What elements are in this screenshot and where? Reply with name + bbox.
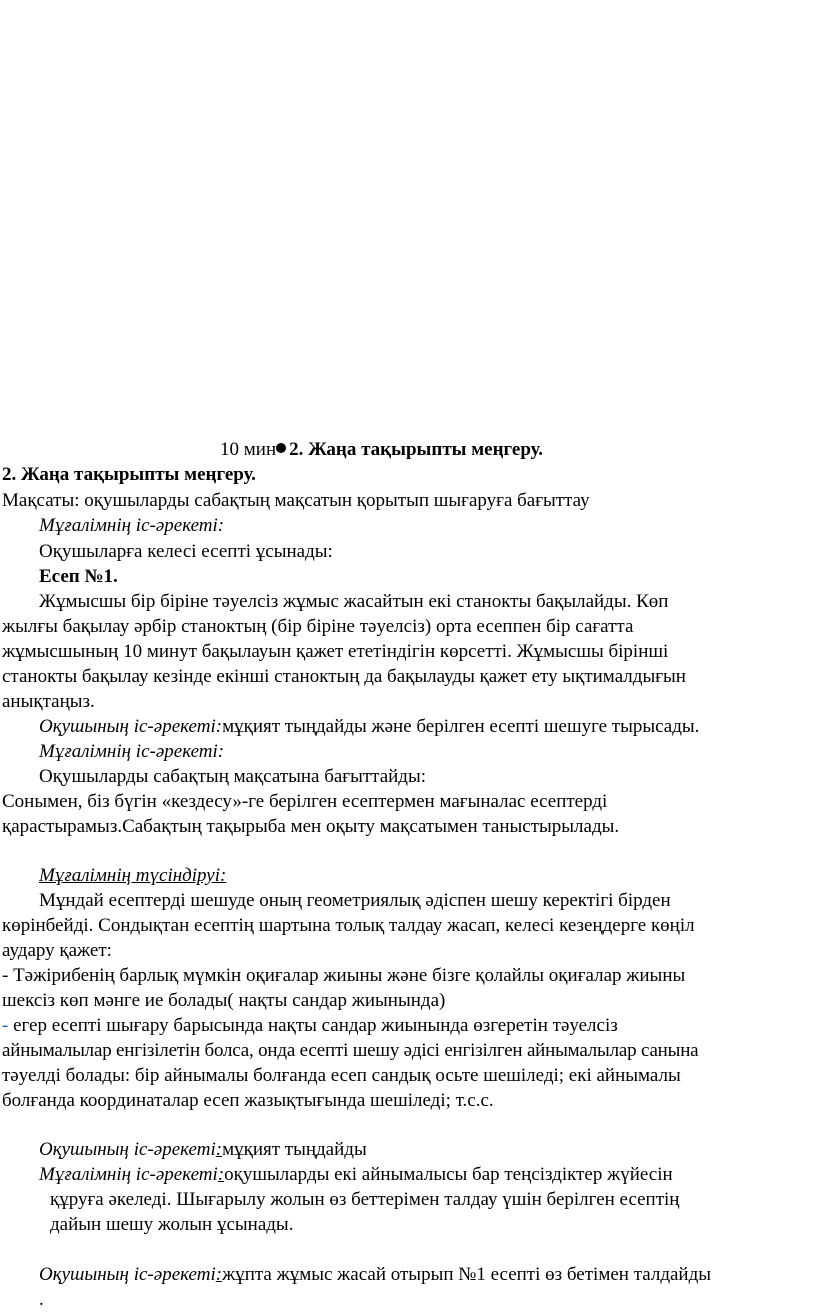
dash-item-text: егер есепті шығару барысында нақты сандар жиынында өзгеретін тәуелсіз <box>8 1015 618 1036</box>
label-colon: : <box>215 1264 223 1285</box>
explanation-line: көрінбейді. Сондықтан есептің шартына толық талдау жасап, келесі кезеңдерге көңіл <box>2 915 695 936</box>
problem-title: Есеп №1. <box>39 566 118 587</box>
teacher-action-line <box>39 1162 673 1187</box>
offer-text: Оқушыларға келесі есепті ұсынады: <box>39 541 333 562</box>
direct-text: Оқушыларды сабақтың мақсатына бағыттайды: <box>39 766 427 787</box>
problem-line: станокты бақылау кезінде екінші станоктың да бақылауды қажет ету ықтималдығын <box>2 666 686 687</box>
dash-item-line: айнымалылар енгізілетін болса, онда есепті шешу әдісі енгізілген айнымалылар санына <box>2 1040 699 1061</box>
student-action-text: мұқият тыңдайды <box>222 1139 367 1160</box>
time-label: 10 мин <box>220 439 277 460</box>
teacher-action-label: Мұғалімнің іс-әрекеті: <box>39 515 225 536</box>
dash-item-line: болғанда координаталар есеп жазықтығында шешіледі; т.с.с. <box>2 1090 494 1111</box>
intro-line: қарастырамыз.Сабақтың тақырыба мен оқыту мақсатымен таныстырылады. <box>2 816 620 837</box>
intro-line: Сонымен, біз бүгін «кездесу»-ге берілген есептермен мағыналас есептерді <box>2 791 608 812</box>
section-title: 2. Жаңа тақырыпты меңгеру. <box>2 464 256 485</box>
student-action-label: Оқушының іс-әрекеті <box>39 1139 216 1160</box>
teacher-action-line: құруға әкеледі. Шығарылу жолын өз беттерімен талдау үшін берілген есептің <box>50 1189 680 1210</box>
dash-item-line: - Тәжірибенің барлық мүмкін оқиғалар жиыны және бізге қолайлы оқиғалар жиыны <box>2 965 686 986</box>
student-action-line <box>39 1262 711 1287</box>
dash-item-line <box>2 1013 618 1038</box>
student-action-line <box>39 714 699 739</box>
student-action-text: жұпта жұмыс жасай отырып №1 есепті өз бетімен талдайды <box>222 1264 712 1285</box>
label-colon: : <box>215 1139 223 1160</box>
purpose-text: Мақсаты: оқушыларды сабақтың мақсатын қорытып шығаруға бағыттау <box>2 490 590 511</box>
trailing-period: . <box>39 1289 44 1310</box>
problem-line: жылғы бақылау әрбір станоктың (бір біріне тәуелсіз) орта есеппен бір сағатта <box>2 616 634 637</box>
dash-item-line: шексіз көп мәнге ие болады( нақты сандар жиынында) <box>2 990 446 1011</box>
teacher-action-label: Мұғалімнің іс-әрекеті <box>39 1164 218 1185</box>
teacher-action-line: дайын шешу жолын ұсынады. <box>50 1214 294 1235</box>
explanation-line: Мұндай есептерді шешуде оның геометриялық әдіспен шешу керектігі бірден <box>39 890 671 911</box>
problem-line: жұмысшының 10 минут бақылауын қажет ететіндігін көрсетті. Жұмысшы бірінші <box>2 641 669 662</box>
problem-line: анықтаңыз. <box>2 691 95 712</box>
student-action-text: мұқият тыңдайды және берілген есепті шешуге тырысады. <box>222 716 700 737</box>
label-colon: : <box>217 1164 225 1185</box>
problem-line: Жұмысшы бір біріне тәуелсіз жұмыс жасайтын екі станокты бақылайды. Көп <box>39 591 669 612</box>
dash-item-line: тәуелді болады: бір айнымалы болғанда есеп сандық осьте шешіледі; екі айнымалы <box>2 1065 681 1086</box>
teacher-action-label: Мұғалімнің іс-әрекеті: <box>39 741 225 762</box>
time-heading-line <box>220 437 543 462</box>
student-action-label: Оқушының іс-әрекеті <box>39 1264 216 1285</box>
student-action-line <box>39 1137 367 1162</box>
explanation-label: Мұғалімнің түсіндіруі: <box>39 865 227 886</box>
teacher-action-text: оқушыларды екі айнымалысы бар теңсіздіктер жүйесін <box>224 1164 673 1185</box>
student-action-label: Оқушының іс-әрекеті: <box>39 716 223 737</box>
dash-marker: - <box>2 1015 9 1036</box>
bullet-icon <box>276 443 286 453</box>
explanation-line: аудару қажет: <box>2 940 112 961</box>
section-heading-inline: 2. Жаңа тақырыпты меңгеру. <box>289 439 544 460</box>
